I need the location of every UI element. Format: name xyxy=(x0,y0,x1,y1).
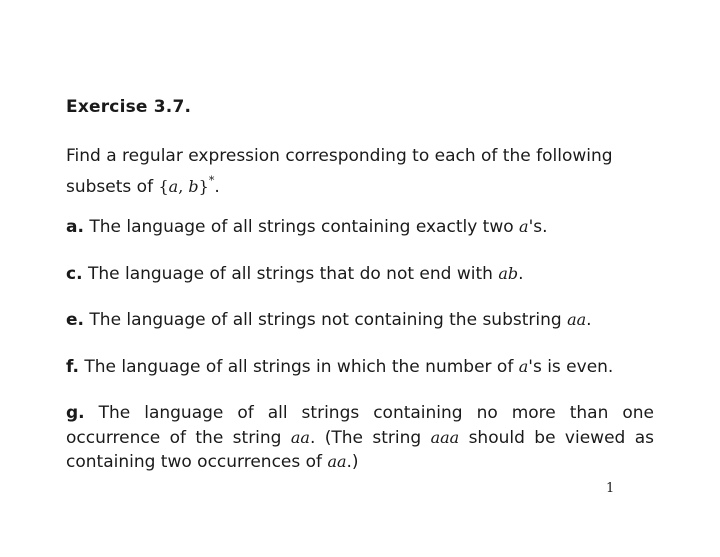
intro-paragraph xyxy=(66,145,654,199)
part-g-text-3: should be viewed as containing two occurrences of xyxy=(66,427,654,472)
part-c-label: c. xyxy=(66,264,83,284)
set-element-a: a xyxy=(168,176,179,196)
exercise-title: Exercise 3.7. xyxy=(66,97,192,117)
part-c-suffix: . xyxy=(518,264,524,284)
part-a-text: The language of all strings containing exactly two xyxy=(83,217,520,237)
part-f-label: f. xyxy=(66,357,79,377)
set-open-brace: { xyxy=(158,176,169,196)
intro-line-2-prefix: subsets of xyxy=(66,176,159,197)
set-close-brace: } xyxy=(198,176,209,196)
part-c-var: ab xyxy=(498,264,519,283)
part-f-suffix: 's is even. xyxy=(528,357,614,377)
part-f-var: a xyxy=(518,357,529,376)
slide-page xyxy=(66,0,654,557)
part-f xyxy=(66,355,654,380)
page-number: 1 xyxy=(606,481,615,496)
part-c xyxy=(66,262,654,287)
part-g-label: g. xyxy=(66,403,85,423)
part-e-text: The language of all strings not containing the substring xyxy=(84,310,568,330)
intro-line-1: Find a regular expression corresponding to each of the following xyxy=(66,146,613,166)
part-a xyxy=(66,215,654,240)
part-g-text-4: .) xyxy=(346,452,359,472)
set-comma: , xyxy=(178,176,189,196)
part-g xyxy=(66,402,654,475)
part-a-suffix: 's. xyxy=(528,217,548,237)
part-a-label: a. xyxy=(66,217,84,237)
part-g-text-2: . (The string xyxy=(309,427,431,448)
part-g-text-1: The language of all strings containing no more than one occurrence of the string xyxy=(66,403,654,448)
part-a-var: a xyxy=(519,217,529,236)
part-f-text: The language of all strings in which the number of xyxy=(78,357,519,377)
part-e-var: aa xyxy=(567,310,587,329)
part-g-var-2: aaa xyxy=(430,427,460,447)
part-c-text: The language of all strings that do not end with xyxy=(82,264,499,284)
part-e xyxy=(66,308,654,333)
part-e-suffix: . xyxy=(586,310,592,330)
part-g-var-3: aa xyxy=(327,452,347,471)
part-e-label: e. xyxy=(66,310,84,330)
intro-period: . xyxy=(214,176,220,197)
set-element-b: b xyxy=(188,176,199,196)
kleene-star: * xyxy=(208,173,215,187)
part-g-var-1: aa xyxy=(290,427,310,447)
